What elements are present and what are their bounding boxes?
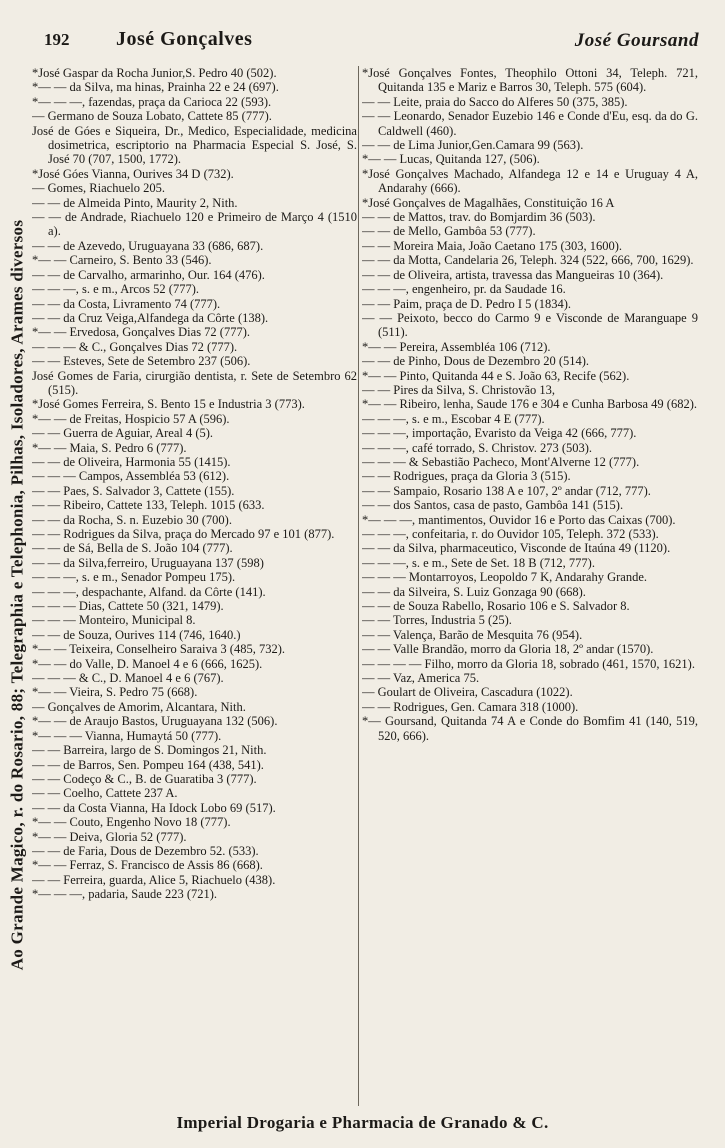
directory-entry: *José Góes Vianna, Ourives 34 D (732). bbox=[32, 166, 234, 181]
directory-entry: — — —, s. e m., Senador Pompeu 175). bbox=[32, 570, 236, 585]
directory-entry: *— — do Valle, D. Manoel 4 e 6 (666, 1625). bbox=[32, 656, 263, 671]
directory-entry: — — Valença, Barão de Mesquita 76 (954). bbox=[362, 627, 583, 642]
directory-entry-featured: *José Gonçalves Machado, Alfandega 12 e 14 e Uruguay 4 A, Andarahy (666). bbox=[362, 166, 698, 196]
directory-entry: *— — Carneiro, S. Bento 33 (546). bbox=[32, 253, 212, 268]
page-header bbox=[30, 22, 713, 52]
left-column bbox=[32, 66, 357, 1106]
directory-entry: — — Leite, praia do Sacco do Alferes 50 (375, 385). bbox=[362, 94, 628, 109]
directory-entry: *José Gonçalves de Magalhães, Constituição 16 A bbox=[362, 195, 615, 210]
directory-entry: *— — de Araujo Bastos, Uruguayana 132 (506). bbox=[32, 714, 278, 729]
directory-entry: — — — — Filho, morro da Gloria 18, sobrado (461, 1570, 1621). bbox=[362, 656, 695, 671]
directory-entry: *— Goursand, Quitanda 74 A e Conde do Bomfim 41 (140, 519, 520, 666). bbox=[362, 714, 698, 743]
directory-entry: — — — & C., Gonçalves Dias 72 (777). bbox=[32, 339, 238, 354]
directory-entry: — — Rodrigues, praça da Gloria 3 (515). bbox=[362, 469, 571, 484]
directory-entry: — — — & Sebastião Pacheco, Mont'Alverne 12 (777). bbox=[362, 454, 640, 469]
directory-entry: *José Gomes Ferreira, S. Bento 15 e Industria 3 (773). bbox=[32, 397, 305, 412]
directory-entry: — — Ribeiro, Cattete 133, Teleph. 1015 (633. bbox=[32, 498, 265, 513]
directory-entry: *— — Ribeiro, lenha, Saude 176 e 304 e Cunha Barbosa 49 (682). bbox=[362, 397, 698, 412]
directory-entry: — — Guerra de Aguiar, Areal 4 (5). bbox=[32, 426, 214, 441]
directory-entry-featured: José de Góes e Siqueira, Dr., Medico, Especialidade, medicina dosimetrica, escriptorio na Pharmacia Especial S. José, S. José 70 (707, 1500, 1772). bbox=[32, 123, 357, 167]
directory-entry: — — —, importação, Evaristo da Veiga 42 (666, 777). bbox=[362, 426, 637, 441]
directory-entry: — — Rodrigues, Gen. Camara 318 (1000). bbox=[362, 699, 579, 714]
directory-entry: — — — Montarroyos, Leopoldo 7 K, Andarahy Grande. bbox=[362, 570, 648, 585]
directory-entry: — — Paes, S. Salvador 3, Cattete (155). bbox=[32, 483, 235, 498]
directory-entry: — — da Costa, Livramento 74 (777). bbox=[32, 296, 221, 311]
directory-entry: — — Rodrigues da Silva, praça do Mercado 97 e 101 (877). bbox=[32, 527, 335, 541]
directory-entry: — — da Costa Vianna, Ha Idock Lobo 69 (517). bbox=[32, 800, 276, 815]
directory-entry: — — de Pinho, Dous de Dezembro 20 (514). bbox=[362, 354, 590, 369]
directory-entry: *— — Ferraz, S. Francisco de Assis 86 (668). bbox=[32, 858, 263, 873]
directory-entry: — — de Souza Rabello, Rosario 106 e S. Salvador 8. bbox=[362, 599, 630, 614]
directory-entry: — — —, s. e m., Sete de Set. 18 B (712, 777). bbox=[362, 555, 595, 570]
directory-entry: — — —, despachante, Alfand. da Côrte (141). bbox=[32, 584, 266, 599]
directory-entry: — — de Azevedo, Uruguayana 33 (686, 687). bbox=[32, 238, 264, 253]
directory-entry: — — —, s. e m., Arcos 52 (777). bbox=[32, 282, 199, 297]
directory-entry: *— — Lucas, Quitanda 127, (506). bbox=[362, 152, 540, 167]
directory-entry: — — de Souza, Ourives 114 (746, 1640.) bbox=[32, 627, 241, 642]
directory-entry: — — —, café torrado, S. Christov. 273 (503). bbox=[362, 440, 593, 455]
directory-entry: — — — Dias, Cattete 50 (321, 1479). bbox=[32, 599, 224, 614]
directory-entry: — — — Monteiro, Municipal 8. bbox=[32, 613, 196, 628]
directory-entry: *— — —, mantimentos, Ouvidor 16 e Porto das Caixas (700). bbox=[362, 512, 676, 527]
directory-entry: — — de Carvalho, armarinho, Our. 164 (476). bbox=[32, 267, 265, 282]
directory-entry: — — de Andrade, Riachuelo 120 e Primeiro de Março 4 (1510 a). bbox=[32, 210, 357, 239]
directory-entry: — Goulart de Oliveira, Cascadura (1022). bbox=[362, 685, 573, 700]
directory-entry-featured: José Gomes de Faria, cirurgião dentista, r. Sete de Setembro 62 (515). bbox=[32, 368, 357, 397]
directory-entry: — — de Mello, Gambôa 53 (777). bbox=[362, 224, 536, 239]
right-column bbox=[362, 66, 698, 1106]
right-running-head: José Goursand bbox=[574, 30, 699, 51]
directory-entry: — — — Campos, Assembléa 53 (612). bbox=[32, 469, 230, 484]
directory-entry: — — Esteves, Sete de Setembro 237 (506). bbox=[32, 354, 251, 369]
directory-entry: — — Peixoto, becco do Carmo 9 e Visconde de Maranguape 9 (511). bbox=[362, 310, 698, 340]
directory-entry: — — de Sá, Bella de S. João 104 (777). bbox=[32, 541, 233, 556]
directory-entry: — — da Cruz Veiga,Alfandega da Côrte (138). bbox=[32, 310, 269, 325]
page-number: 192 bbox=[44, 30, 70, 49]
advertisement-sidebar bbox=[6, 56, 28, 1134]
directory-entry: — — da Rocha, S. n. Euzebio 30 (700). bbox=[32, 512, 232, 527]
directory-entry: — — da Silva, pharmaceutico, Visconde de Itaúna 49 (1120). bbox=[362, 541, 671, 556]
directory-entry: *— — — Vianna, Humaytá 50 (777). bbox=[32, 728, 222, 743]
column-divider bbox=[358, 66, 359, 1106]
directory-entry: — — Paim, praça de D. Pedro I 5 (1834). bbox=[362, 296, 571, 311]
directory-entry: — — Coelho, Cattete 237 A. bbox=[32, 786, 178, 801]
page-footer-advertisement: Imperial Drogaria e Pharmacia de Granado & C. bbox=[176, 1113, 549, 1132]
directory-entry: — — de Faria, Dous de Dezembro 52. (533). bbox=[32, 843, 259, 858]
directory-entry: *— — de Freitas, Hospicio 57 A (596). bbox=[32, 411, 230, 426]
directory-entry: — — Ferreira, guarda, Alice 5, Riachuelo (438). bbox=[32, 872, 276, 887]
directory-entry: — — dos Santos, casa de pasto, Gambôa 141 (515). bbox=[362, 498, 624, 513]
directory-entry: — — da Silva,ferreiro, Uruguayana 137 (598) bbox=[32, 555, 264, 570]
directory-entry: — — Pires da Silva, S. Christovão 13, bbox=[362, 382, 556, 397]
directory-entry: — — Torres, Industria 5 (25). bbox=[362, 613, 512, 628]
directory-entry: — — —, s. e m., Escobar 4 E (777). bbox=[362, 411, 545, 426]
directory-entry: — — Moreira Maia, João Caetano 175 (303, 1600). bbox=[362, 238, 623, 253]
directory-entry: *— — da Silva, ma hinas, Prainha 22 e 24 (697). bbox=[32, 80, 279, 95]
directory-entry: — — de Mattos, trav. do Bomjardim 36 (503). bbox=[362, 210, 596, 225]
directory-entry: *José Gonçalves Fontes, Theophilo Ottoni 34, Teleph. 721, Quitanda 135 e Mariz e Barros 30, Teleph. 575 (604). bbox=[362, 66, 698, 95]
directory-entry: — — Vaz, America 75. bbox=[362, 671, 480, 686]
directory-entry: *— — Pereira, Assembléa 106 (712). bbox=[362, 339, 551, 354]
directory-entry: *— — Maia, S. Pedro 6 (777). bbox=[32, 440, 187, 455]
directory-entry: — — de Oliveira, Harmonia 55 (1415). bbox=[32, 454, 231, 469]
left-running-head: José Gonçalves bbox=[116, 28, 253, 50]
directory-entry: *— — Pinto, Quitanda 44 e S. João 63, Recife (562). bbox=[362, 368, 630, 383]
directory-entry: — Gonçalves de Amorim, Alcantara, Nith. bbox=[32, 699, 246, 714]
directory-entry: — — Barreira, largo de S. Domingos 21, Nith. bbox=[32, 743, 267, 758]
directory-entry: *— — —, fazendas, praça da Carioca 22 (593). bbox=[32, 94, 272, 109]
directory-entry: — — de Oliveira, artista, travessa das Mangueiras 10 (364). bbox=[362, 267, 664, 282]
directory-entry: — — —, confeitaria, r. do Ouvidor 105, Teleph. 372 (533). bbox=[362, 527, 659, 541]
directory-entry: — — Leonardo, Senador Euzebio 146 e Conde d'Eu, esq. da do G. Caldwell (460). bbox=[362, 109, 698, 138]
directory-entry: — — —, engenheiro, pr. da Saudade 16. bbox=[362, 282, 566, 297]
directory-entry: — — de Barros, Sen. Pompeu 164 (438, 541). bbox=[32, 757, 264, 772]
directory-entry: *— — Teixeira, Conselheiro Saraiva 3 (485, 732). bbox=[32, 642, 286, 657]
directory-entry: — — — & C., D. Manoel 4 e 6 (767). bbox=[32, 671, 224, 686]
directory-entry: — — Sampaio, Rosario 138 A e 107, 2º andar (712, 777). bbox=[362, 483, 651, 498]
directory-entry: — — Codeço & C., B. de Guaratiba 3 (777). bbox=[32, 771, 257, 786]
directory-entry: *— — Couto, Engenho Novo 18 (777). bbox=[32, 815, 231, 830]
directory-entry: — Germano de Souza Lobato, Cattete 85 (777). bbox=[32, 109, 272, 124]
directory-entry: *José Gaspar da Rocha Junior,S. Pedro 40 (502). bbox=[32, 66, 277, 80]
directory-entry: — — da Silveira, S. Luiz Gonzaga 90 (668). bbox=[362, 584, 586, 599]
directory-entry: — — Valle Brandão, morro da Gloria 18, 2º andar (1570). bbox=[362, 642, 654, 657]
directory-entry: *— — Ervedosa, Gonçalves Dias 72 (777). bbox=[32, 325, 251, 340]
directory-entry: — Gomes, Riachuelo 205. bbox=[32, 181, 165, 196]
directory-entry: *— — Vieira, S. Pedro 75 (668). bbox=[32, 685, 198, 700]
directory-entry: *— — —, padaria, Saude 223 (721). bbox=[32, 887, 218, 902]
advertisement-sidebar-text: Ao Grande Magico, r. do Rosario, 88; Telegraphia e Telephonia, Pilhas, Isoladores, Arames diversos bbox=[7, 219, 26, 971]
directory-entry: *— — Deiva, Gloria 52 (777). bbox=[32, 829, 187, 844]
directory-entry: — — da Motta, Candelaria 26, Teleph. 324 (522, 666, 700, 1629). bbox=[362, 253, 694, 268]
directory-entry: — — de Almeida Pinto, Maurity 2, Nith. bbox=[32, 195, 238, 210]
directory-entry: — — de Lima Junior,Gen.Camara 99 (563). bbox=[362, 138, 584, 153]
